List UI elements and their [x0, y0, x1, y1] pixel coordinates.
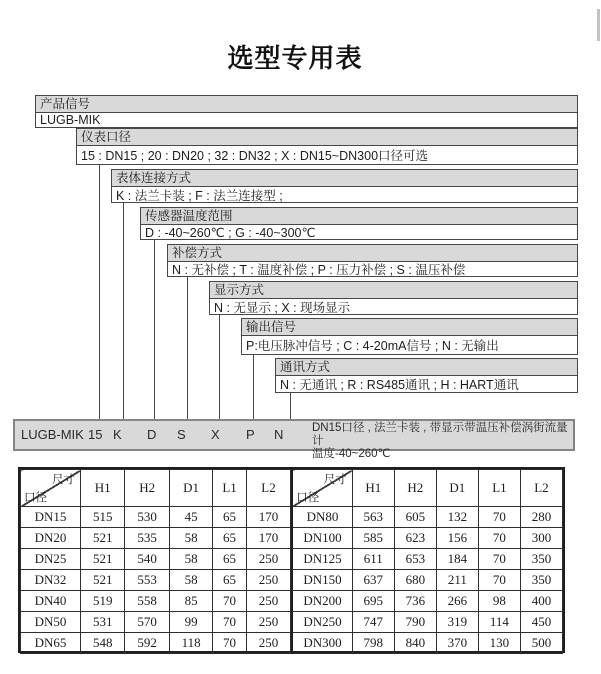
- table-row: [292, 612, 562, 633]
- column-header-l2: L2: [246, 470, 290, 507]
- option-box-header: 仪表口径: [77, 129, 577, 146]
- dimension-value-cell: 521: [81, 549, 125, 570]
- column-header-l2: L2: [520, 470, 562, 507]
- option-box-header: 通讯方式: [276, 359, 577, 376]
- option-box-content: D : -40~260℃ ; G : -40~300℃: [145, 225, 316, 239]
- dn-size-cell: DN20: [21, 528, 81, 549]
- dimension-value-cell: 400: [520, 591, 562, 612]
- dimension-value-cell: 170: [246, 528, 290, 549]
- dimension-value-cell: 736: [394, 591, 436, 612]
- column-header-l1: L1: [478, 470, 520, 507]
- dimension-value-cell: 350: [520, 549, 562, 570]
- dimension-value-cell: 653: [394, 549, 436, 570]
- example-code-x: X: [211, 427, 220, 442]
- table-row: [292, 633, 562, 654]
- example-code-s: S: [177, 427, 186, 442]
- dn-size-cell: DN300: [292, 633, 352, 654]
- table-header-row: [292, 470, 562, 507]
- dimension-value-cell: 570: [125, 612, 169, 633]
- dn-size-cell: DN40: [21, 591, 81, 612]
- dimension-value-cell: 540: [125, 549, 169, 570]
- option-box-product-signal: [35, 95, 578, 128]
- option-box-body-connection: [111, 169, 578, 203]
- dimension-value-cell: 585: [352, 528, 394, 549]
- connector-line-output: [253, 355, 254, 419]
- corner-label-diameter: 口径: [296, 492, 320, 504]
- option-box-header: 传感器温度范围: [141, 208, 577, 225]
- dimension-value-cell: 300: [520, 528, 562, 549]
- dimension-value-cell: 747: [352, 612, 394, 633]
- table-row: [21, 612, 291, 633]
- option-box-communication: [275, 358, 578, 393]
- dimension-value-cell: 370: [436, 633, 478, 654]
- option-box-content: LUGB-MIK: [40, 113, 101, 127]
- table-row: [292, 549, 562, 570]
- dimension-value-cell: 350: [520, 570, 562, 591]
- dimension-value-cell: 531: [81, 612, 125, 633]
- dimension-value-cell: 70: [213, 612, 247, 633]
- dimension-value-cell: 680: [394, 570, 436, 591]
- dimension-value-cell: 85: [169, 591, 212, 612]
- dn-size-cell: DN15: [21, 507, 81, 528]
- dimension-value-cell: 65: [213, 507, 247, 528]
- column-header-h1: H1: [81, 470, 125, 507]
- example-code-15: 15: [88, 427, 103, 442]
- table-row: [292, 528, 562, 549]
- dimension-value-cell: 250: [246, 570, 290, 591]
- dn-size-cell: DN150: [292, 570, 352, 591]
- dimension-value-cell: 65: [213, 528, 247, 549]
- dn-size-cell: DN125: [292, 549, 352, 570]
- example-model-code: LUGB-MIK: [21, 427, 84, 442]
- option-box-compensation: [167, 244, 578, 277]
- corner-label-size: 尺寸: [323, 474, 347, 486]
- dn-size-cell: DN200: [292, 591, 352, 612]
- connector-line-diameter: [99, 165, 100, 419]
- dimension-value-cell: 211: [436, 570, 478, 591]
- dimension-value-cell: 58: [169, 528, 212, 549]
- option-box-display-mode: [209, 281, 578, 315]
- dimension-value-cell: 184: [436, 549, 478, 570]
- option-box-header: 产品信号: [36, 96, 577, 113]
- option-box-output-signal: [241, 318, 578, 355]
- page-title: 选型专用表: [227, 43, 363, 73]
- column-header-h2: H2: [394, 470, 436, 507]
- dn-size-cell: DN50: [21, 612, 81, 633]
- column-header-d1: D1: [169, 470, 212, 507]
- table-row: [21, 633, 291, 654]
- dimension-value-cell: 798: [352, 633, 394, 654]
- dimension-value-cell: 500: [520, 633, 562, 654]
- dimension-value-cell: 70: [478, 549, 520, 570]
- dimension-value-cell: 250: [246, 612, 290, 633]
- dimension-value-cell: 611: [352, 549, 394, 570]
- dimension-value-cell: 553: [125, 570, 169, 591]
- dimensions-table-left: [20, 469, 291, 654]
- example-code-row: [13, 419, 575, 460]
- dimension-value-cell: 319: [436, 612, 478, 633]
- connector-line-compensation: [187, 277, 188, 419]
- option-box-content: 15 : DN15 ; 20 : DN20 ; 32 : DN32 ; X : DN15~DN300口径可选: [81, 149, 429, 163]
- example-code-d: D: [147, 427, 157, 442]
- dimension-value-cell: 450: [520, 612, 562, 633]
- dimension-value-cell: 563: [352, 507, 394, 528]
- corner-header-cell: [21, 470, 81, 507]
- table-row: [21, 570, 291, 591]
- table-row: [21, 507, 291, 528]
- dimension-value-cell: 70: [213, 633, 247, 654]
- dimension-value-cell: 58: [169, 570, 212, 591]
- dimension-value-cell: 280: [520, 507, 562, 528]
- dimension-value-cell: 548: [81, 633, 125, 654]
- connector-line-display: [219, 315, 220, 419]
- table-row: [292, 591, 562, 612]
- dimension-value-cell: 130: [478, 633, 520, 654]
- table-row: [21, 591, 291, 612]
- dimensions-table-right: [291, 469, 563, 654]
- option-box-content: N : 无显示 ; X : 现场显示: [214, 300, 351, 314]
- corner-label-size: 尺寸: [52, 474, 75, 486]
- dn-size-cell: DN100: [292, 528, 352, 549]
- dimension-value-cell: 695: [352, 591, 394, 612]
- dimensions-table: [18, 467, 565, 653]
- dimension-value-cell: 250: [246, 633, 290, 654]
- dimension-value-cell: 250: [246, 591, 290, 612]
- dimension-value-cell: 70: [478, 507, 520, 528]
- example-code-k: K: [113, 427, 122, 442]
- connector-line-temp-range: [154, 240, 155, 419]
- dimension-value-cell: 521: [81, 528, 125, 549]
- option-box-content: P:电压脉冲信号 ; C : 4-20mA信号 ; N : 无输出: [246, 339, 499, 353]
- dimension-value-cell: 99: [169, 612, 212, 633]
- column-header-l1: L1: [213, 470, 247, 507]
- corner-header-cell: [292, 470, 352, 507]
- option-box-header: 显示方式: [210, 282, 577, 299]
- dimension-value-cell: 266: [436, 591, 478, 612]
- dimension-value-cell: 98: [478, 591, 520, 612]
- option-box-header: 补偿方式: [168, 245, 577, 262]
- dimension-value-cell: 132: [436, 507, 478, 528]
- dn-size-cell: DN65: [21, 633, 81, 654]
- dimension-value-cell: 118: [169, 633, 212, 654]
- example-description-line2: 温度-40~260℃: [312, 448, 391, 460]
- option-box-header: 表体连接方式: [112, 170, 577, 187]
- column-header-h2: H2: [125, 470, 169, 507]
- dimension-value-cell: 521: [81, 570, 125, 591]
- connector-line-communication: [290, 393, 291, 419]
- option-box-content: N : 无通讯 ; R : RS485通讯 ; H : HART通讯: [280, 378, 519, 392]
- dimensions-table-body-left: [21, 507, 291, 654]
- dimension-value-cell: 65: [213, 570, 247, 591]
- dimension-value-cell: 114: [478, 612, 520, 633]
- dimension-value-cell: 519: [81, 591, 125, 612]
- dn-size-cell: DN250: [292, 612, 352, 633]
- dimension-value-cell: 45: [169, 507, 212, 528]
- dimension-value-cell: 790: [394, 612, 436, 633]
- table-row: [21, 549, 291, 570]
- dimension-value-cell: 65: [213, 549, 247, 570]
- dimension-value-cell: 250: [246, 549, 290, 570]
- connector-line-connection: [123, 203, 124, 419]
- dimension-value-cell: 156: [436, 528, 478, 549]
- column-header-h1: H1: [352, 470, 394, 507]
- dimension-value-cell: 70: [478, 570, 520, 591]
- dn-size-cell: DN32: [21, 570, 81, 591]
- example-code-p: P: [246, 427, 255, 442]
- option-box-content: K : 法兰卡装 ; F : 法兰连接型 ;: [116, 188, 283, 202]
- table-header-row: [21, 470, 291, 507]
- column-header-d1: D1: [436, 470, 478, 507]
- dimension-value-cell: 840: [394, 633, 436, 654]
- table-row: [292, 570, 562, 591]
- dimension-value-cell: 592: [125, 633, 169, 654]
- table-row: [21, 528, 291, 549]
- dn-size-cell: DN25: [21, 549, 81, 570]
- dimension-value-cell: 535: [125, 528, 169, 549]
- dimension-value-cell: 515: [81, 507, 125, 528]
- dimension-value-cell: 58: [169, 549, 212, 570]
- corner-label-diameter: 口径: [24, 492, 47, 504]
- example-description: [312, 422, 570, 461]
- dimension-value-cell: 70: [213, 591, 247, 612]
- dimension-value-cell: 623: [394, 528, 436, 549]
- option-box-sensor-temp-range: [140, 207, 578, 240]
- dimensions-table-body-right: [292, 507, 562, 654]
- dimension-value-cell: 530: [125, 507, 169, 528]
- table-row: [292, 507, 562, 528]
- dimension-value-cell: 637: [352, 570, 394, 591]
- dimension-value-cell: 170: [246, 507, 290, 528]
- dimension-value-cell: 558: [125, 591, 169, 612]
- option-box-content: N : 无补偿 ; T : 温度补偿 ; P : 压力补偿 ; S : 温压补偿: [172, 263, 466, 276]
- option-box-meter-diameter: [76, 128, 578, 165]
- scrollbar-thumb[interactable]: [597, 9, 600, 41]
- dn-size-cell: DN80: [292, 507, 352, 528]
- example-code-n: N: [274, 427, 284, 442]
- dimension-value-cell: 70: [478, 528, 520, 549]
- option-box-header: 输出信号: [242, 319, 577, 336]
- example-description-line1: DN15口径 , 法兰卡装 , 带显示带温压补偿涡街流量计: [312, 422, 568, 447]
- dimension-value-cell: 605: [394, 507, 436, 528]
